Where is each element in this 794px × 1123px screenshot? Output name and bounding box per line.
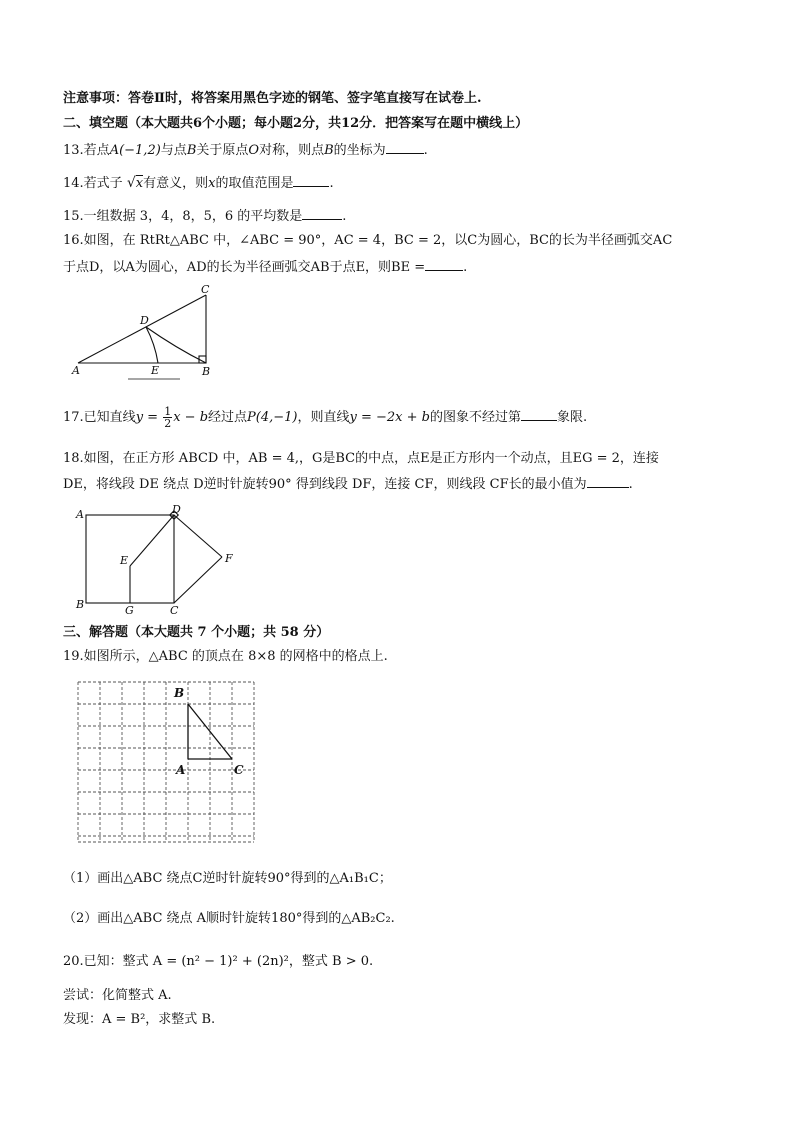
- label-d: D: [140, 314, 149, 327]
- q13-text-e: 关于原点: [196, 143, 249, 158]
- q17-y: y =: [135, 410, 159, 425]
- question-16-line-2: [63, 258, 467, 277]
- label-a: A: [72, 364, 80, 377]
- q18-answer-blank[interactable]: [587, 475, 629, 488]
- label-b: B: [202, 365, 211, 378]
- label-c: C: [170, 604, 179, 617]
- segment-fc: [174, 557, 222, 603]
- q13-origin: O: [248, 143, 260, 158]
- question-20-intro: 20.已知：整式 A = (n² − 1)² + (2n)²，整式 B > 0.: [63, 954, 374, 969]
- label-b: B: [174, 686, 185, 700]
- question-16-line-1: 16.如图，在 RtRt△ABC 中，∠ABC = 90°，AC = 4，BC = 2，以C为圆心，BC的长为半径画弧交AC: [63, 233, 673, 248]
- q16-answer-blank[interactable]: [425, 258, 463, 271]
- q13-text-g: 对称，则点: [259, 143, 325, 158]
- label-a: A: [76, 508, 84, 521]
- q13-point-b2: B: [324, 143, 334, 158]
- q14-variable: x: [208, 176, 216, 191]
- question-19-intro: 19.如图所示，△ABC 的顶点在 8×8 的网格中的格点上.: [63, 649, 388, 664]
- q15-text: 15.一组数据 3，4，8，5，6 的平均数是: [63, 209, 303, 224]
- q13-text-i: 的坐标为: [333, 143, 386, 158]
- segment-ed: [130, 515, 174, 566]
- arc-bd: [146, 327, 206, 363]
- question-13: [63, 141, 428, 160]
- q14-radicand: x: [135, 176, 144, 191]
- label-d: D: [172, 503, 181, 516]
- question-19-part-2: （2）画出△ABC 绕点 A顺时针旋转180°得到的△AB₂C₂.: [63, 911, 395, 926]
- fraction-numerator: 1: [164, 405, 172, 418]
- sqrt-icon: √: [126, 175, 136, 191]
- q18-end: .: [628, 477, 633, 492]
- q16-text: 于点D，以A为圆心，AD的长为半径画弧交AB于点E，则BE =: [63, 260, 426, 275]
- q14-text-e: 的取值范围是: [215, 176, 294, 191]
- q14-answer-blank[interactable]: [293, 174, 329, 187]
- q17-text-g: 的图象不经过第: [430, 410, 522, 425]
- segment-df: [174, 515, 222, 557]
- q13-point-a: A(−1,2): [109, 143, 161, 158]
- figure-18: [70, 502, 240, 617]
- question-20-find: 发现：A = B²，求整式 B.: [63, 1012, 216, 1027]
- q17-text-a: 17.已知直线: [63, 410, 136, 425]
- label-b: B: [76, 598, 85, 611]
- q14-text-a: 14.若式子: [63, 176, 123, 191]
- q17-point: P(4,−1): [247, 410, 298, 425]
- q17-line2: y = −2x + b: [349, 410, 430, 425]
- question-18-line-1: 18.如图，在正方形 ABCD 中，AB = 4,，G是BC的中点，点E是正方形内一个动点，且EG = 2，连接: [63, 451, 659, 466]
- question-20-try: 尝试：化简整式 A.: [63, 988, 172, 1003]
- label-e: E: [151, 364, 160, 377]
- q13-text-c: 与点: [160, 143, 187, 158]
- question-18-line-2: [63, 475, 633, 494]
- q15-end: .: [342, 209, 347, 224]
- q17-end: 象限.: [557, 410, 588, 425]
- question-19-part-1: （1）画出△ABC 绕点C逆时针旋转90°得到的△A₁B₁C；: [63, 871, 392, 886]
- q13-answer-blank[interactable]: [386, 141, 424, 154]
- q13-text-a: 13.若点: [63, 143, 110, 158]
- label-f: F: [225, 552, 233, 565]
- question-14: [63, 174, 334, 193]
- label-e: E: [120, 554, 129, 567]
- grid-lines: [78, 682, 254, 842]
- q14-end: .: [329, 176, 334, 191]
- label-c: C: [201, 283, 210, 296]
- q13-point-b: B: [186, 143, 197, 158]
- figure-16: [70, 282, 220, 382]
- q17-answer-blank[interactable]: [521, 408, 557, 421]
- q14-text-c: 有意义，则: [143, 176, 209, 191]
- notice: 注意事项：答卷Ⅱ时，将答案用黑色字迹的钢笔、签字笔直接写在试卷上.: [63, 91, 482, 106]
- label-c: C: [234, 763, 244, 777]
- q17-expr: x − b: [173, 410, 209, 425]
- fraction-denominator: 2: [164, 417, 172, 430]
- q13-end: .: [423, 143, 428, 158]
- q18-text: DE，将线段 DE 绕点 D逆时针旋转90° 得到线段 DF，连接 CF，则线段 CF长的最小值为: [63, 477, 587, 492]
- q15-answer-blank[interactable]: [302, 207, 342, 220]
- figure-19-grid: [70, 674, 260, 849]
- q17-text-e: ，则直线: [297, 410, 350, 425]
- q16-end: .: [463, 260, 468, 275]
- arc-de: [146, 327, 158, 363]
- q17-fraction: [163, 406, 172, 429]
- section-2-title: 二、填空题（本大题共6个小题；每小题2分，共12分．把答案写在题中横线上）: [63, 116, 529, 131]
- question-17: [63, 405, 587, 431]
- label-g: G: [125, 604, 134, 617]
- q17-text-c: 经过点: [208, 410, 248, 425]
- section-3-title: 三、解答题（本大题共 7 个小题；共 58 分）: [63, 625, 330, 640]
- label-a: A: [176, 763, 186, 777]
- question-15: [63, 207, 346, 226]
